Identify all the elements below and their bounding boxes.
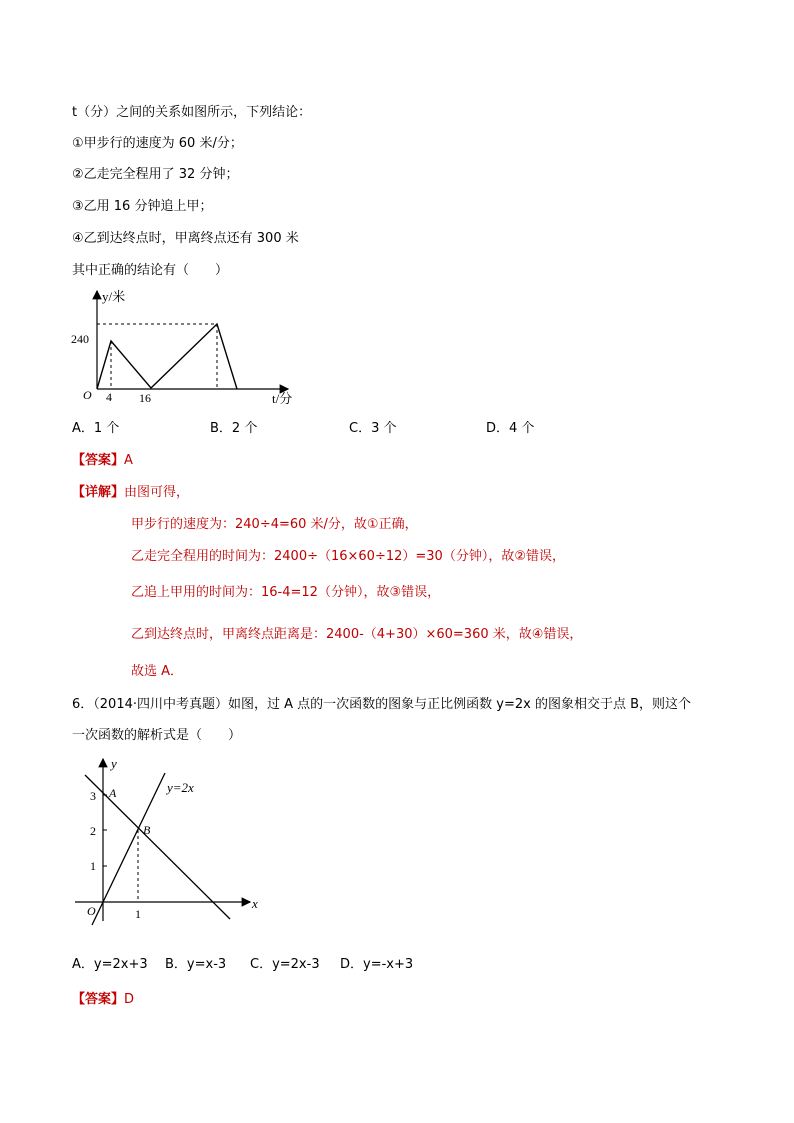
q5-y-axis-label: y/米 — [102, 289, 126, 304]
q6-option-d: D．y=-x+3 — [340, 957, 414, 972]
q6-linear-function-graph — [70, 755, 270, 935]
q6-line-label: y=2x — [167, 780, 194, 795]
q6-y-tick-3: 3 — [90, 789, 96, 803]
q6-option-b: B．y=x-3 — [165, 957, 227, 972]
q5-stem-tail: t（分）之间的关系如图所示，下列结论： — [72, 105, 312, 120]
q6-point-a-label: A — [109, 786, 117, 800]
q5-detail-step-5: 故选 A． — [131, 664, 184, 679]
q5-x-axis-label: t/分 — [272, 391, 293, 406]
q6-option-c: C．y=2x-3 — [250, 957, 320, 972]
q6-y-axis-label: y — [111, 756, 117, 771]
q5-detail-step-1: 甲步行的速度为：240÷4=60 米/分，故①正确， — [131, 517, 418, 532]
q6-stem-line-2: 一次函数的解析式是（ ） — [72, 728, 242, 743]
q6-point-b-label: B — [143, 823, 151, 837]
q5-y-tick-240: 240 — [71, 332, 89, 346]
q5-statement-4: ④乙到达终点时，甲离终点还有 300 米 — [72, 231, 299, 246]
q5-detail-step-3: 乙追上甲用的时间为：16-4=12（分钟），故③错误， — [131, 585, 441, 600]
q5-distance-time-graph — [60, 285, 300, 415]
q6-answer-value: D — [124, 992, 135, 1007]
q5-origin-label: O — [83, 388, 92, 402]
q5-prompt: 其中正确的结论有（ ） — [72, 263, 229, 278]
q5-option-b: B．2 个 — [210, 421, 258, 436]
q5-answer-tag: 【答案】 — [72, 453, 125, 468]
q6-y-tick-1: 1 — [90, 859, 96, 873]
q5-answer-value: A — [124, 453, 133, 468]
q5-x-tick-16: 16 — [139, 391, 151, 405]
q6-x-axis-label: x — [252, 896, 258, 911]
q5-x-tick-4: 4 — [106, 390, 112, 404]
q6-y-tick-2: 2 — [90, 824, 96, 838]
q6-x-tick-1: 1 — [135, 907, 141, 921]
q5-option-a: A．1 个 — [72, 421, 120, 436]
q5-statement-1: ①甲步行的速度为 60 米/分； — [72, 136, 243, 151]
q6-answer-line — [72, 991, 134, 1009]
q6-origin-label: O — [87, 904, 96, 918]
q5-statement-3: ③乙用 16 分钟追上甲； — [72, 199, 213, 214]
q5-detail-line — [72, 484, 189, 502]
q6-option-a: A．y=2x+3 — [72, 957, 148, 972]
q5-detail-step-4: 乙到达终点时，甲离终点距离是：2400-（4+30）×60=360 米，故④错误， — [131, 627, 583, 642]
q5-detail-step-2: 乙走完全程用的时间为：2400÷（16×60÷12）=30（分钟），故②错误， — [131, 549, 565, 564]
q5-detail-intro: 由图可得， — [124, 485, 190, 500]
q5-graph-line — [97, 324, 237, 389]
q6-stem-line-1: 6．（2014·四川中考真题）如图，过 A 点的一次函数的图象与正比例函数 y=2x 的图象相交于点 B，则这个 — [72, 697, 692, 712]
q5-option-d: D．4 个 — [486, 421, 535, 436]
q6-answer-tag: 【答案】 — [72, 992, 125, 1007]
q5-option-c: C．3 个 — [349, 421, 397, 436]
q5-answer-line — [72, 452, 133, 470]
q6-line-through-a — [85, 775, 230, 919]
q5-detail-tag: 【详解】 — [72, 485, 125, 500]
q5-statement-2: ②乙走完全程用了 32 分钟； — [72, 167, 239, 182]
